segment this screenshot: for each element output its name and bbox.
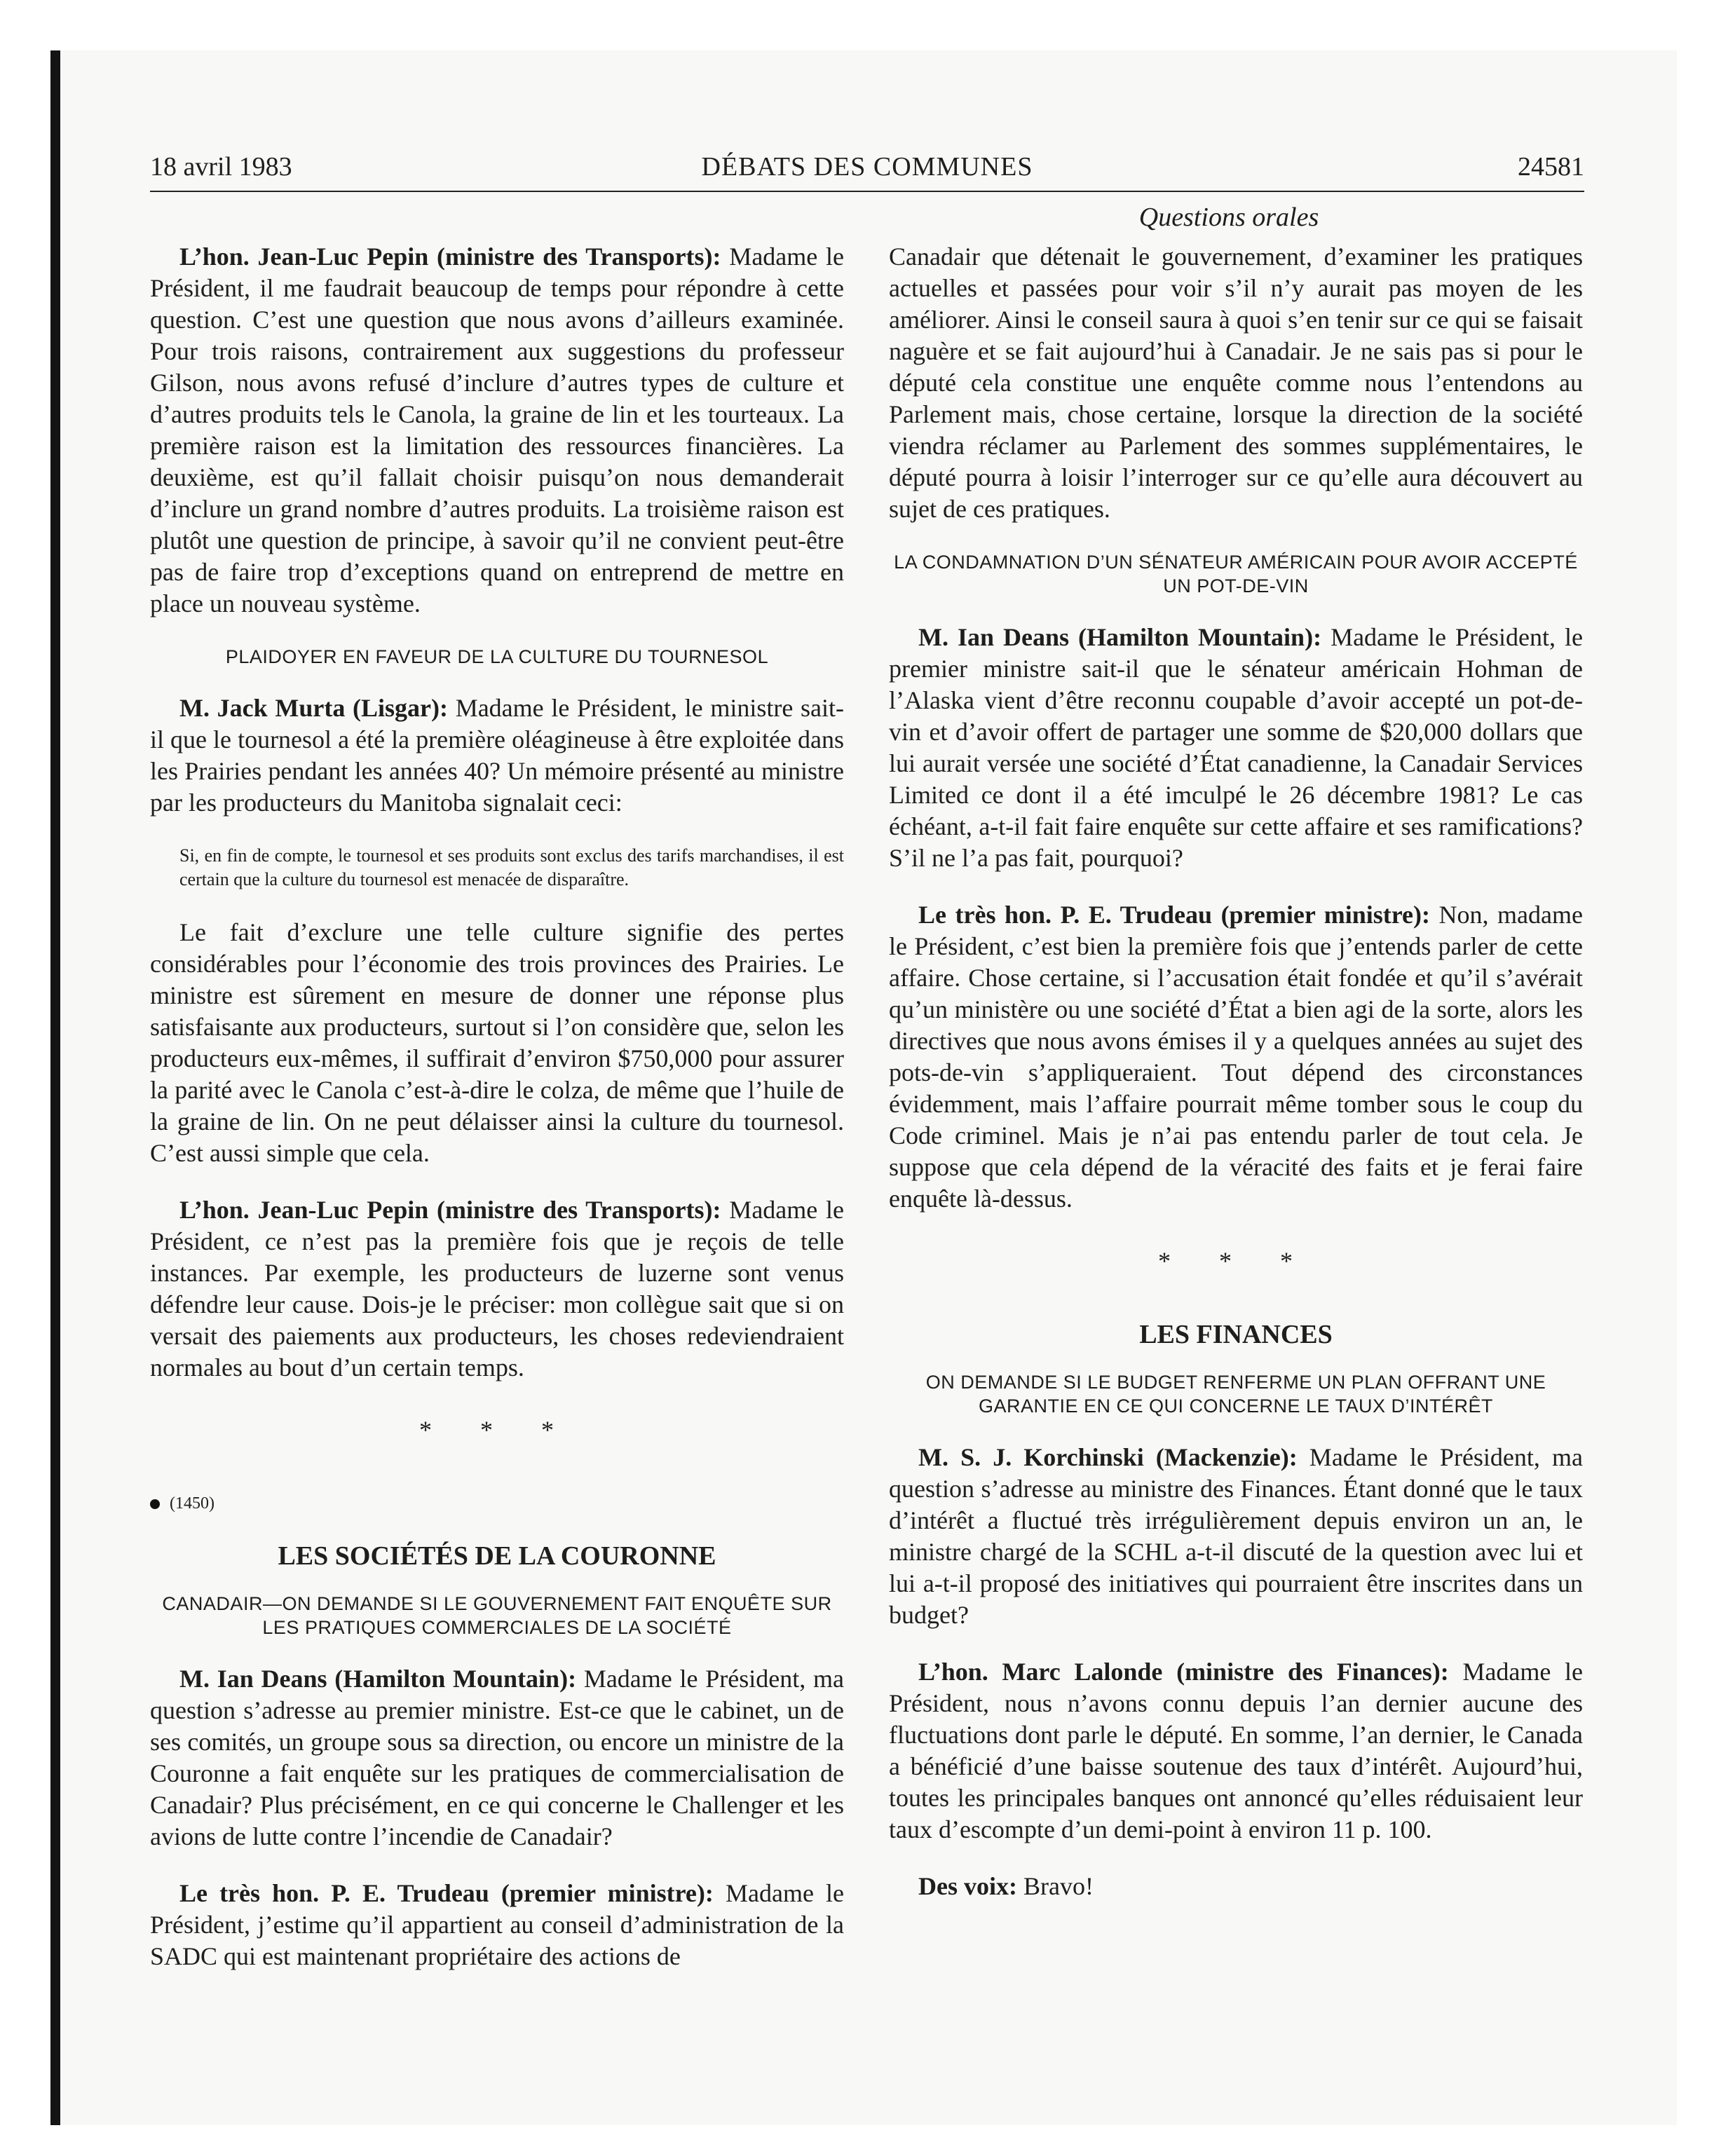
- paragraph-text: Madame le Président, nous n’avons connu depuis l’an dernier aucune des fluctuations dont parle le député. En somme, l’an dernier, le Canada a bénéficié d’une baisse soutenue des taux d’intérêt. Aujourd’hui, toutes les principales banques ont annoncé qu’elles réduisaient leur taux d’escompte d’un demi-point à environ 11 p. 100.: [889, 1658, 1583, 1843]
- paragraph-text: Le fait d’exclure une telle culture signifie des pertes considérables pour l’économie des trois provinces des Prairies. Le ministre est sûrement en mesure de donner une réponse plus satisfaisante aux producteurs, surtout si l’on considère que, selon les producteurs eux-mêmes, il suffirait d’environ $750,000 pour assurer la parité avec le Canola c’est-à-dire le colza, de même que l’huile de la graine de lin. On ne peut délaisser ainsi la culture du tournesol. C’est aussi simple que cela.: [150, 918, 844, 1167]
- paragraph-text: Madame le Président, ma question s’adresse au ministre des Finances. Étant donné que le taux d’intérêt a fluctué très irrégulièrement depuis environ un an, le ministre chargé de la SCHL a-t-il discuté de la question avec lui et lui a-t-il proposé des initiatives qui pourraient être inscrites dans un budget?: [889, 1443, 1583, 1629]
- subheading: CANADAIR—ON DEMANDE SI LE GOUVERNEMENT FAIT ENQUÊTE SUR LES PRATIQUES COMMERCIALES DE LA SOCIÉTÉ: [162, 1593, 832, 1638]
- paragraph-text: Madame le Président, le premier ministre sait-il que le sénateur américain Hohman de l’Alaska vient d’être reconnu coupable d’avoir accepté un pot-de-vin et d’avoir offert de partager une somme de $20,000 dollars que lui aurait versée une société d’État canadienne, la Canadair Services Limited ce dont il a été imculpé le 26 décembre 1981? Le cas échéant, a-t-il fait faire enquête sur cette affaire et ses ramifications? S’il ne l’a pas fait, pourquoi?: [889, 623, 1583, 872]
- speaker-name: M. S. J. Korchinski (Mackenzie):: [918, 1443, 1298, 1471]
- paragraph-text: Madame le Président, il me faudrait beaucoup de temps pour répondre à cette question. C’est une question que nous avons d’ailleurs examinée. Pour trois raisons, contrairement aux suggestions du professeur Gilson, nous avons refusé d’inclure d’autres types de culture et d’autres produits tels le Canola, la graine de lin et les tourteaux. La première raison est la limitation des ressources financières. La deuxième, est qu’il fallait choisir puisqu’on nous demanderait d’inclure un grand nombre d’autres produits. La troisième raison est plutôt une question de principe, à savoir qu’il ne convient peut-être pas de faire trop d’exceptions quand on entreprend de mettre en place un nouveau système.: [150, 243, 844, 618]
- paragraph: [889, 622, 1583, 874]
- paragraph: [889, 1871, 1583, 1902]
- paragraph: [150, 241, 844, 620]
- paragraph: [150, 692, 844, 819]
- paragraph-text: Non, madame le Président, c’est bien la première fois que j’entends parler de cette affaire. Chose certaine, si l’accusation était fondée et qu’il s’avérait qu’un ministère ou une société d’État a bien agi de la sorte, alors les directives que nous avons émises il y a quelques années au sujet des pots-de-vin s’appliqueraient. Tout dépend des circonstances évidemment, mais l’affaire pourrait même tomber sous le coup du Code criminel. Mais je n’ai pas entendu parler de tout cela. Je suppose que cela dépend de la véracité des faits et je ferai faire enquête là-dessus.: [889, 901, 1583, 1213]
- header-date: 18 avril 1983: [150, 152, 292, 182]
- paragraph: [889, 1442, 1583, 1631]
- page-header: [150, 151, 1584, 192]
- running-section-title: Questions orales: [1138, 203, 1319, 232]
- paragraph-text: Madame le Président, j’estime qu’il appartient au conseil d’administration de la SADC qui est maintenant propriétaire des actions de: [150, 1879, 844, 1970]
- paragraph-text: Madame le Président, ce n’est pas la première fois que je reçois de telle instances. Par exemple, les producteurs de luzerne sont venus défendre leur cause. Dois-je le préciser: mon collègue sait que si on versait des paiements aux producteurs, les choses redeviendraient normales au bout d’un certain temps.: [150, 1196, 844, 1381]
- time-marker-text: (1450): [170, 1494, 215, 1513]
- speaker-name: M. Ian Deans (Hamilton Mountain):: [179, 1665, 577, 1693]
- paragraph-text: Madame le Président, le ministre sait-il que le tournesol a été la première oléagineuse à être exploitée dans les Prairies pendant les années 40? Un mémoire présenté au ministre par les producteurs du Manitoba signalait ceci:: [150, 694, 844, 817]
- left-column: [150, 241, 844, 1998]
- speaker-name: Le très hon. P. E. Trudeau (premier ministre):: [179, 1879, 714, 1907]
- paragraph: [150, 1194, 844, 1384]
- speaker-name: M. Jack Murta (Lisgar):: [179, 694, 448, 722]
- speaker-name: Le très hon. P. E. Trudeau (premier ministre):: [918, 901, 1430, 929]
- section-separator: * * *: [419, 1416, 575, 1444]
- header-page-number: 24581: [1518, 152, 1584, 182]
- bullet-dot-icon: [150, 1499, 160, 1509]
- speaker-name: L’hon. Marc Lalonde (ministre des Finances):: [918, 1658, 1449, 1686]
- section-separator: * * *: [1158, 1247, 1314, 1275]
- right-column: [889, 241, 1583, 1928]
- speaker-name: Des voix:: [918, 1872, 1017, 1900]
- paragraph: [150, 917, 844, 1169]
- paragraph: [889, 241, 1583, 525]
- subheading: LA CONDAMNATION D’UN SÉNATEUR AMÉRICAIN POUR AVOIR ACCEPTÉ UN POT-DE-VIN: [894, 552, 1578, 596]
- speaker-name: L’hon. Jean-Luc Pepin (ministre des Transports):: [179, 1196, 721, 1224]
- section-heading: LES SOCIÉTÉS DE LA COURONNE: [278, 1541, 716, 1571]
- subheading: PLAIDOYER EN FAVEUR DE LA CULTURE DU TOURNESOL: [225, 646, 769, 667]
- paragraph-text: Madame le Président, ma question s’adresse au premier ministre. Est-ce que le cabinet, un de ses comités, un groupe sous sa direction, ou encore un ministre de la Couronne a fait enquête sur les pratiques de commercialisation de Canadair? Plus précisément, en ce qui concerne le Challenger et les avions de lutte contre l’incendie de Canadair?: [150, 1665, 844, 1850]
- paragraph-text: Canadair que détenait le gouvernement, d’examiner les pratiques actuelles et passées pour voir s’il n’y aurait pas moyen de les améliorer. Ainsi le conseil saura à quoi s’en tenir sur ce qui se faisait naguère et se fait aujourd’hui à Canadair. Je ne sais pas si pour le député cela constitue une enquête comme nous l’entendons au Parlement mais, chose certaine, lorsque la direction de la société viendra réclamer au Parlement des sommes supplémentaires, le député pourra à loisir l’interroger sur ce qu’elle aura découvert au sujet de ces pratiques.: [889, 243, 1583, 523]
- time-marker: [150, 1488, 844, 1520]
- speaker-name: M. Ian Deans (Hamilton Mountain):: [918, 623, 1322, 651]
- paragraph: [150, 1878, 844, 1972]
- paragraph-text: Bravo!: [1016, 1872, 1094, 1900]
- paragraph: [150, 1663, 844, 1853]
- paragraph: [889, 1656, 1583, 1845]
- subheading: ON DEMANDE SI LE BUDGET RENFERME UN PLAN OFFRANT UNE GARANTIE EN CE QUI CONCERNE LE TAUX D’INTÉRÊT: [925, 1372, 1546, 1417]
- block-quote: Si, en fin de compte, le tournesol et ses produits sont exclus des tarifs marchandises, il est certain que la culture du tournesol est menacée de disparaître.: [179, 845, 844, 889]
- speaker-name: L’hon. Jean-Luc Pepin (ministre des Transports):: [179, 243, 721, 271]
- section-heading: LES FINANCES: [1139, 1320, 1333, 1349]
- paragraph: [889, 899, 1583, 1215]
- header-title: DÉBATS DES COMMUNES: [701, 152, 1033, 182]
